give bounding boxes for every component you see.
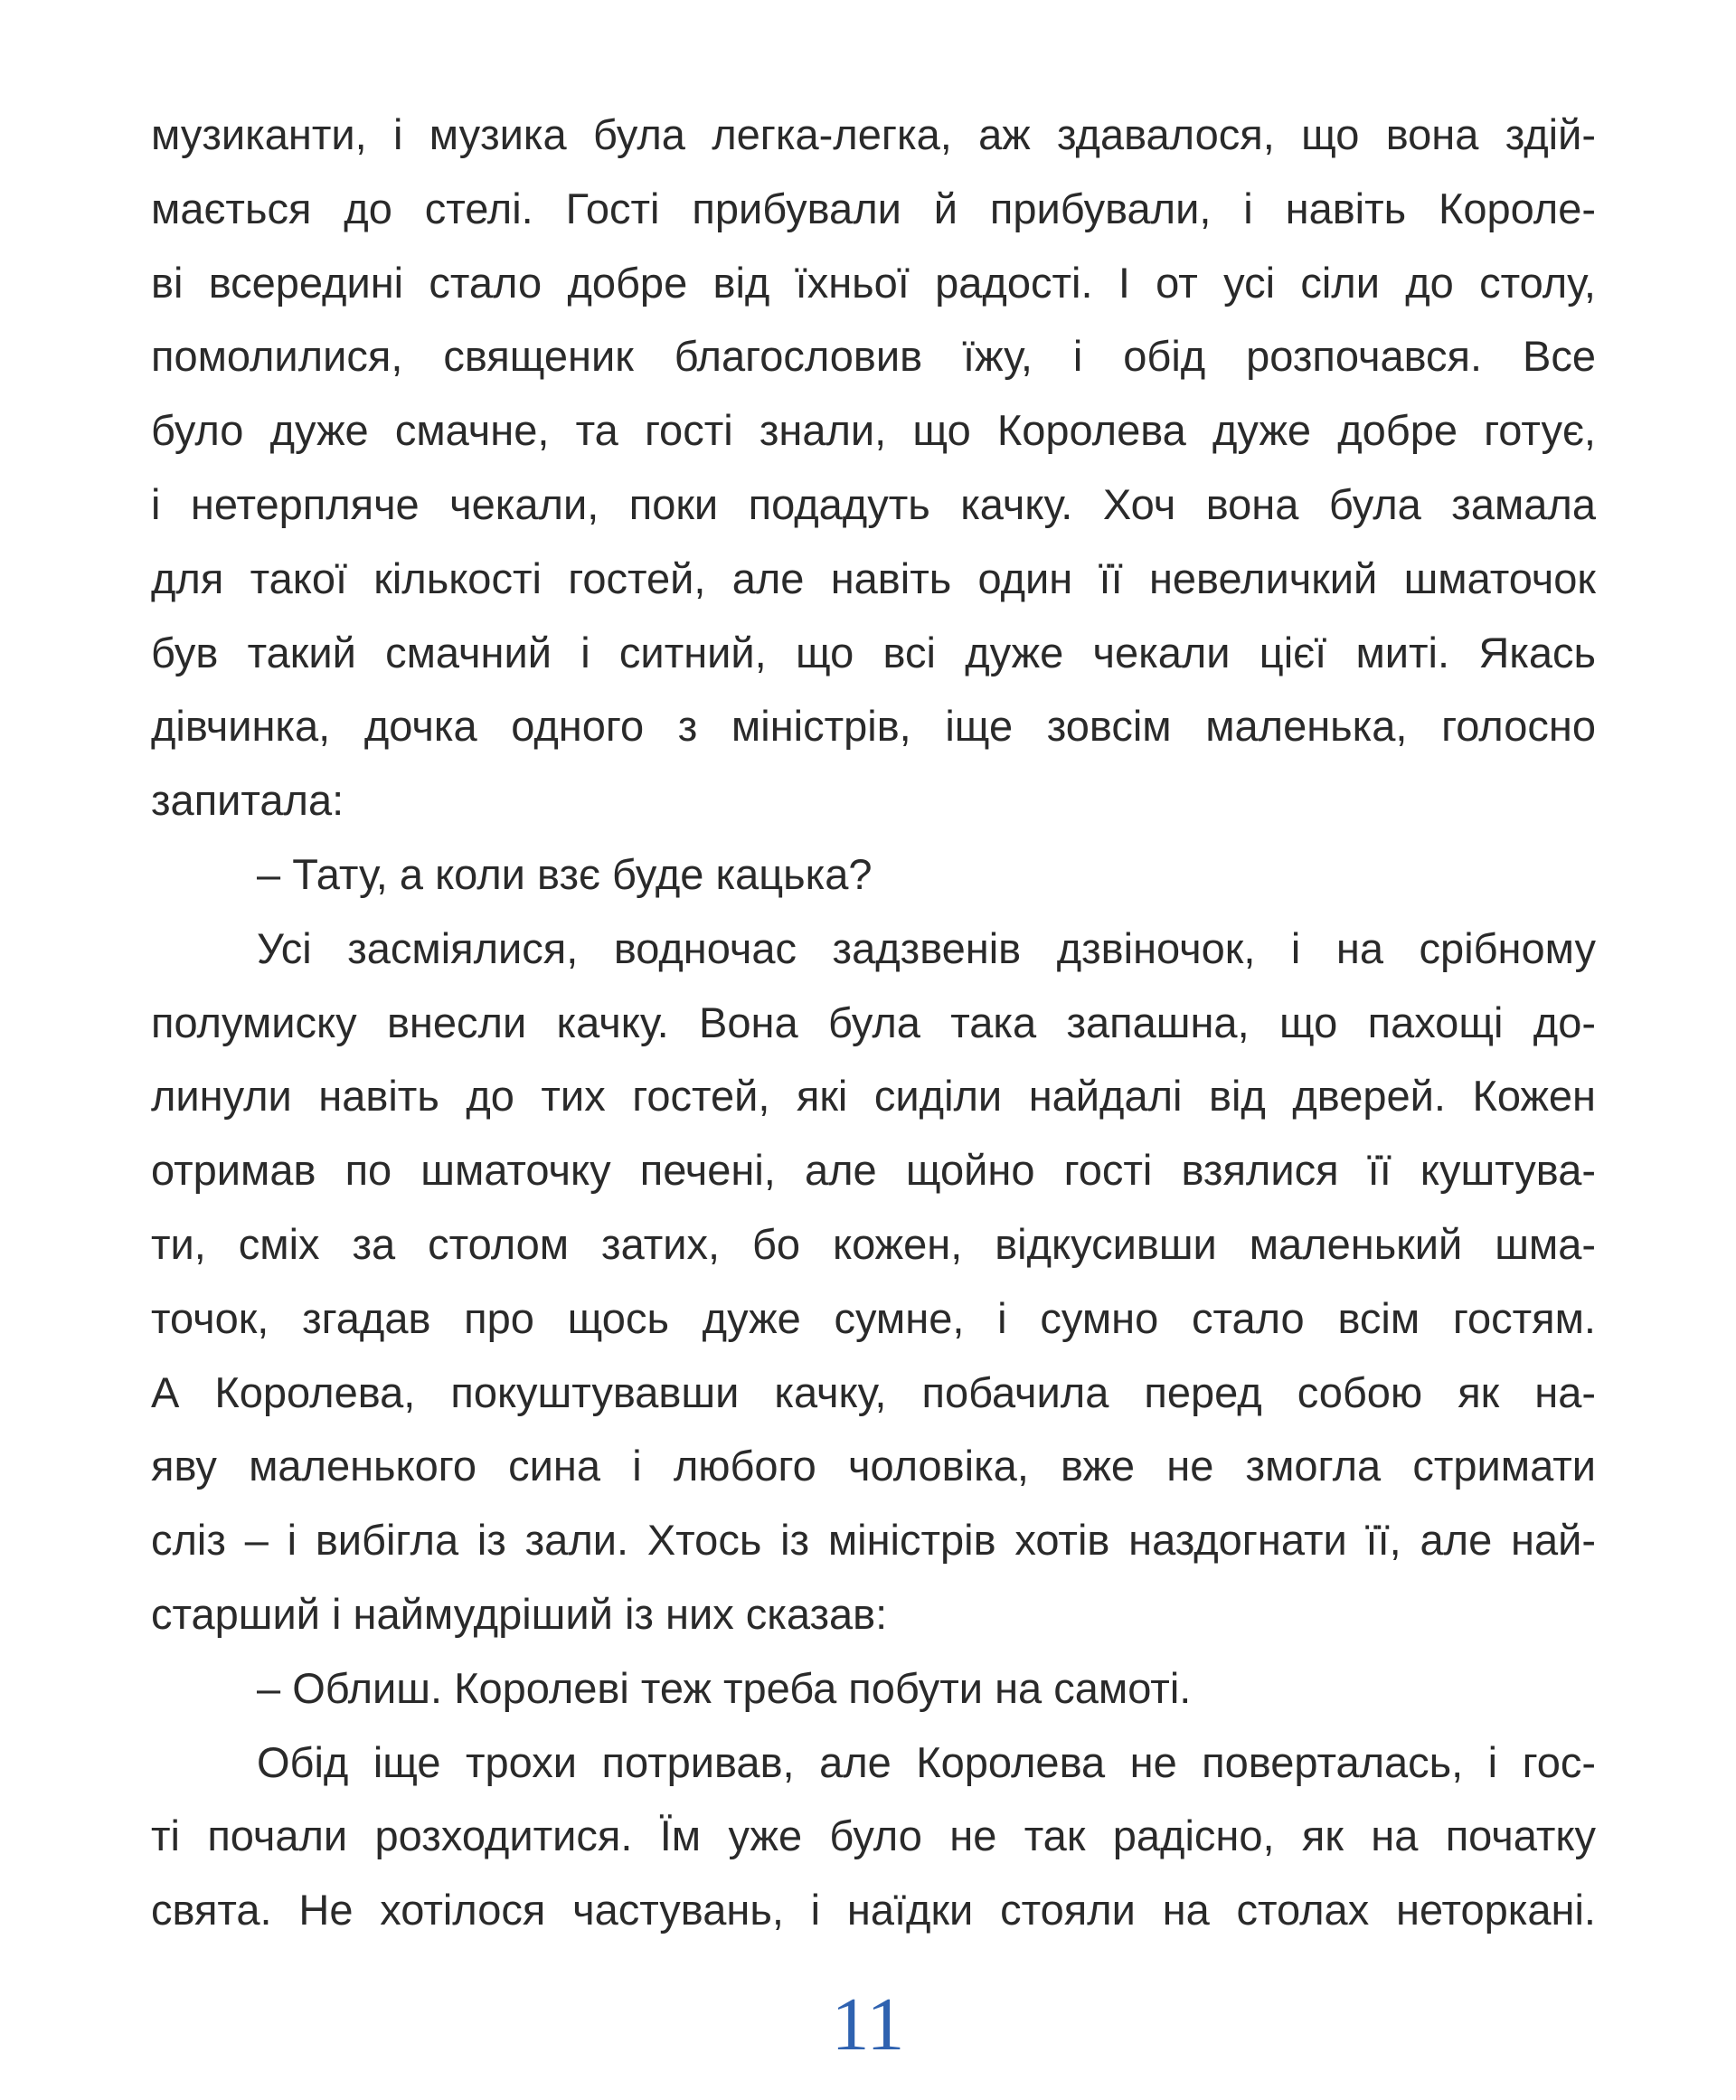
text-line: сліз – і вибігла із зали. Хтось із міністрів хотів наздогнати її, але най- [151, 1516, 1596, 1565]
text-line: – Тату, а коли взє буде кацька? [257, 849, 873, 898]
text-line: помолилися, священик благословив їжу, і обід розпочався. Все [151, 332, 1596, 381]
text-line: мається до стелі. Гості прибували й прибували, і навіть Короле- [151, 184, 1596, 232]
text-line: полумиску внесли качку. Вона була така запашна, що пахощі до- [151, 998, 1596, 1046]
paragraph [151, 912, 1596, 1651]
text-line: яву маленького сина і любого чоловіка, вже не змогла стримати [151, 1442, 1596, 1490]
text-line: Усі засміялися, водночас задзвенів дзвіночок, і на срібному [257, 923, 1596, 972]
text-line: – Облиш. Королеві теж треба побути на самоті. [257, 1663, 1192, 1712]
text-line: був такий смачний і ситний, що всі дуже чекали цієї миті. Якась [151, 628, 1596, 676]
text-line: було дуже смачне, та гості знали, що Королева дуже добре готує, [151, 406, 1596, 455]
body-text [151, 98, 1596, 1947]
text-line: для такої кількості гостей, але навіть один її невеличкий шматочок [151, 553, 1596, 602]
text-line: отримав по шматочку печені, але щойно гості взялися її куштува- [151, 1146, 1596, 1195]
text-line: А Королева, покуштувавши качку, побачила перед собою як на- [151, 1367, 1596, 1416]
paragraph [151, 98, 1596, 837]
text-line: свята. Не хотілося частувань, і наїдки стояли на столах неторкані. [151, 1886, 1596, 1934]
text-line: линули навіть до тих гостей, які сиділи найдалі від дверей. Кожен [151, 1072, 1596, 1121]
text-line: і нетерпляче чекали, поки подадуть качку. Хоч вона була замала [151, 479, 1596, 528]
paragraph [151, 1651, 1596, 1726]
page-number: 11 [831, 1982, 905, 2067]
text-line: ві всередині стало добре від їхньої радості. І от усі сіли до столу, [151, 258, 1596, 307]
text-line: ти, сміх за столом затих, бо кожен, відкусивши маленький шма- [151, 1219, 1596, 1268]
text-line: запитала: [151, 776, 344, 825]
text-line: дівчинка, дочка одного з міністрів, іще зовсім маленька, голосно [151, 702, 1596, 751]
text-line: музиканти, і музика була легка-легка, аж здавалося, що вона здій- [151, 110, 1596, 158]
text-line: Обід іще трохи потривав, але Королева не поверталась, і гос- [257, 1737, 1596, 1786]
paragraph [151, 837, 1596, 912]
text-line: старший і наймудріший із них сказав: [151, 1589, 888, 1638]
text-line: точок, згадав про щось дуже сумне, і сумно стало всім гостям. [151, 1293, 1596, 1342]
paragraph [151, 1726, 1596, 1947]
text-line: ті почали розходитися. Їм уже було не так радісно, як на початку [151, 1811, 1596, 1860]
